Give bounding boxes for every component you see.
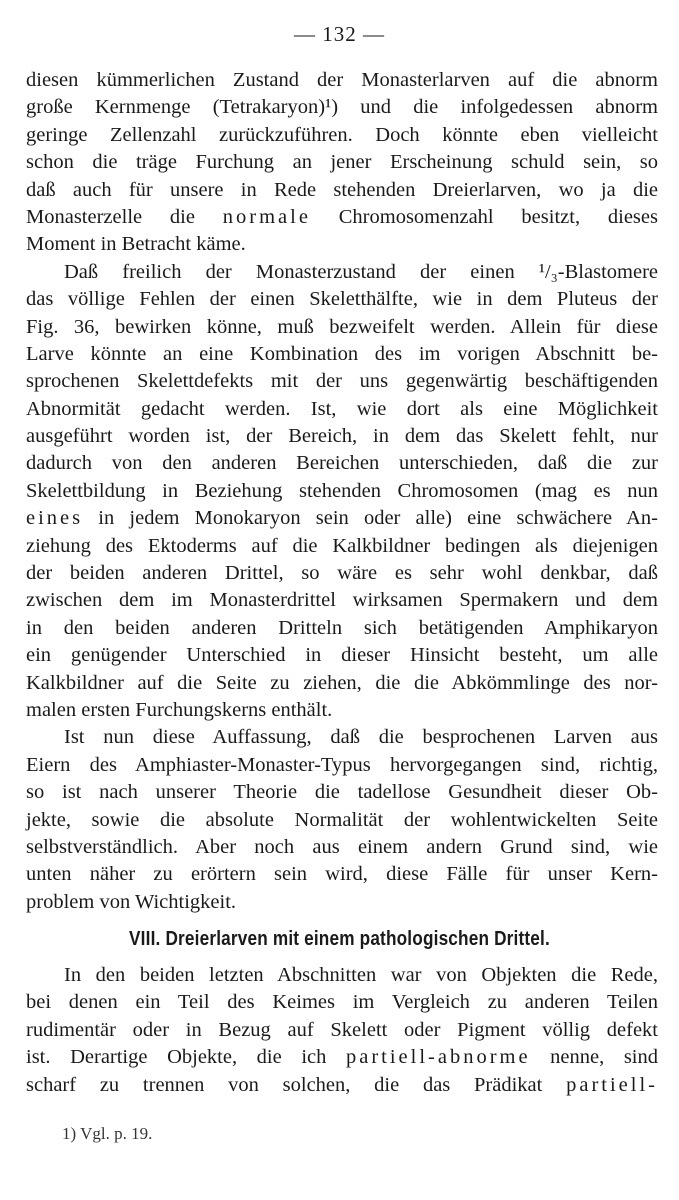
text-line: rudimentär oder in Bezug auf Skelett oder Pigment völlig defekt: [26, 1018, 658, 1041]
section-body-text: [26, 962, 658, 1099]
text-line: malen ersten Furchungskerns enthält.: [26, 698, 333, 721]
body-text: [26, 67, 658, 916]
spaced-emphasis: eines: [26, 507, 84, 530]
spaced-emphasis: normale: [222, 205, 311, 228]
text-line: Eiern des Amphiaster-Monaster-Typus hervorgegangen sind, richtig,: [26, 753, 658, 776]
text-line: bei denen ein Teil des Keimes im Vergleich zu anderen Teilen: [26, 991, 658, 1014]
text-line: Moment in Betracht käme.: [26, 233, 246, 256]
text-line: in den beiden anderen Dritteln sich betätigenden Amphikaryon: [26, 616, 658, 639]
text-line: Skelettbildung in Beziehung stehenden Chromosomen (mag es nun: [26, 479, 658, 502]
text-line: das völlige Fehlen der einen Skeletthälfte, wie in dem Pluteus der: [26, 288, 658, 311]
text-line: so ist nach unserer Theorie die tadellose Gesundheit dieser Ob-: [26, 781, 658, 804]
text-line: schon die träge Furchung an jener Erscheinung schuld sein, so: [26, 151, 658, 174]
text-line: ein genügender Unterschied in dieser Hinsicht besteht, um alle: [26, 644, 658, 667]
text-line: Kalkbildner auf die Seite zu ziehen, die die Abkömmlinge des nor-: [26, 671, 658, 694]
text-line: Monasterzelle die normale Chromosomenzahl besitzt, dieses: [26, 205, 658, 228]
text-line: Fig. 36, bewirken könne, muß bezweifelt werden. Allein für diese: [26, 315, 658, 338]
spaced-emphasis: partiell-: [566, 1073, 658, 1096]
text-line: selbstverständlich. Aber noch aus einem andern Grund sind, wie: [26, 835, 658, 858]
text-line: diesen kümmerlichen Zustand der Monasterlarven auf die abnorm: [26, 69, 658, 91]
page-number: — 132 —: [294, 22, 385, 46]
text-line: Daß freilich der Monasterzustand der einen ¹/₃-Blastomere: [64, 260, 658, 283]
text-line: ist. Derartige Objekte, die ich partiell-abnorme nenne, sind: [26, 1046, 659, 1069]
text-line: dadurch von den anderen Bereichen unterschieden, daß die zur: [26, 452, 658, 475]
footnote: 1) Vgl. p. 19.: [62, 1124, 153, 1143]
text-line: In den beiden letzten Abschnitten war von Objekten die Rede,: [64, 964, 658, 986]
text-line: der beiden anderen Drittel, so wäre es sehr wohl denkbar, daß: [26, 562, 658, 585]
text-line: zwischen dem im Monasterdrittel wirksamen Spermakern und dem: [26, 589, 658, 612]
text-line: geringe Zellenzahl zurückzuführen. Doch könnte eben vielleicht: [26, 123, 658, 146]
text-line: problem von Wichtigkeit.: [26, 890, 237, 913]
text-line: ausgeführt worden ist, der Bereich, in dem das Skelett fehlt, nur: [26, 425, 658, 448]
spaced-emphasis: partiell-abnorme: [345, 1046, 531, 1069]
section-heading: VIII. Dreierlarven mit einem pathologischen Drittel.: [129, 928, 550, 950]
text-line: eines in jedem Monokaryon sein oder alle) eine schwächere An-: [26, 507, 658, 530]
text-line: scharf zu trennen von solchen, die das Prädikat partiell-: [26, 1073, 658, 1096]
text-line: sprochenen Skelettdefekts mit der uns gegenwärtig beschäftigenden: [26, 370, 658, 393]
text-line: unten näher zu erörtern sein wird, diese Fälle für unser Kern-: [26, 863, 658, 886]
text-line: daß auch für unsere in Rede stehenden Dreierlarven, wo ja die: [26, 178, 658, 201]
text-line: Ist nun diese Auffassung, daß die besprochenen Larven aus: [64, 726, 658, 749]
text-line: Abnormität gedacht werden. Ist, wie dort als eine Möglichkeit: [26, 397, 658, 420]
text-line: jekte, sowie die absolute Normalität der wohlentwickelten Seite: [26, 808, 658, 831]
text-line: ziehung des Ektoderms auf die Kalkbildner bedingen als diejenigen: [26, 534, 658, 557]
text-line: Larve könnte an eine Kombination des im vorigen Abschnitt be-: [26, 342, 658, 365]
text-line: große Kernmenge (Tetrakaryon)¹) und die infolgedessen abnorm: [26, 96, 658, 119]
